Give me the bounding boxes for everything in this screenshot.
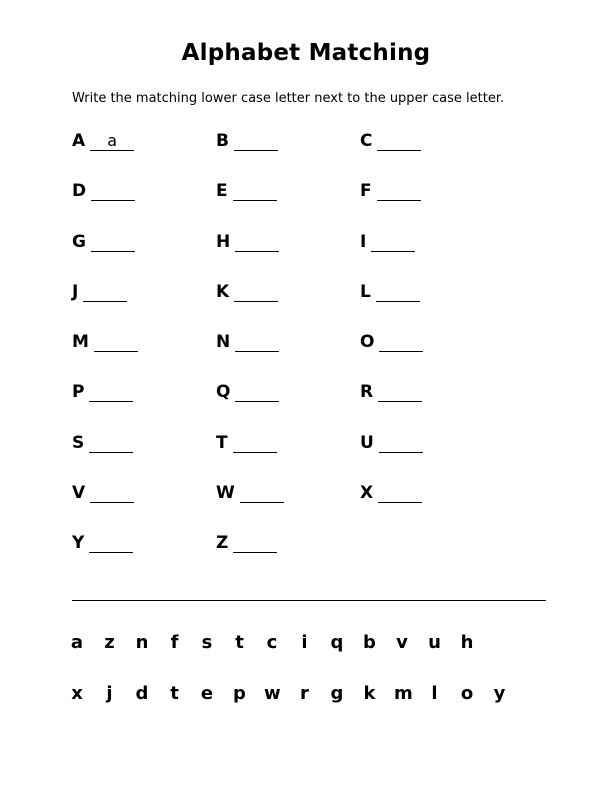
answer-blank[interactable] — [89, 433, 133, 453]
letter-pair — [360, 131, 421, 155]
answer-blank[interactable] — [89, 533, 133, 553]
matching-row — [72, 533, 492, 583]
uppercase-letter: W — [216, 483, 235, 504]
answer-blank[interactable] — [234, 131, 278, 151]
lowercase-letter: z — [104, 632, 115, 653]
lowercase-letter: h — [460, 632, 474, 653]
answer-blank[interactable] — [235, 232, 279, 252]
lowercase-letter: j — [106, 683, 113, 704]
letter-pair — [360, 483, 422, 507]
letter-pair — [216, 433, 277, 457]
matching-row — [72, 433, 492, 483]
lowercase-letter: o — [460, 683, 474, 704]
answer-blank[interactable] — [371, 232, 415, 252]
lowercase-letter: q — [330, 632, 344, 653]
letter-pair — [216, 181, 277, 205]
letter-pair — [72, 181, 135, 205]
answer-blank[interactable] — [91, 181, 135, 201]
answer-blank[interactable] — [233, 181, 277, 201]
lowercase-letter: f — [170, 632, 179, 653]
letter-pair — [72, 232, 135, 256]
uppercase-letter: G — [72, 231, 86, 252]
uppercase-letter: C — [360, 131, 373, 151]
answer-blank[interactable] — [233, 533, 277, 553]
uppercase-letter: U — [360, 432, 374, 453]
uppercase-letter: Z — [216, 533, 229, 554]
uppercase-letter: O — [360, 332, 375, 353]
letter-pair — [216, 533, 277, 557]
uppercase-letter: J — [72, 281, 79, 302]
uppercase-letter: F — [360, 181, 372, 202]
answer-blank[interactable] — [91, 232, 135, 252]
uppercase-letter: B — [216, 131, 229, 151]
answer-blank[interactable] — [235, 382, 279, 402]
matching-grid — [72, 131, 492, 584]
matching-row — [72, 282, 492, 332]
uppercase-letter: M — [72, 332, 89, 353]
letter-pair — [216, 332, 279, 356]
uppercase-letter: P — [72, 382, 85, 403]
answer-blank[interactable]: a — [90, 131, 134, 151]
answer-blank[interactable] — [90, 483, 134, 503]
matching-row — [72, 382, 492, 432]
answer-blank[interactable] — [233, 433, 277, 453]
uppercase-letter: N — [216, 332, 231, 353]
answer-blank[interactable] — [379, 433, 423, 453]
letter-pair — [72, 332, 138, 356]
answer-blank[interactable] — [377, 131, 421, 151]
letter-pair — [72, 433, 133, 457]
answer-blank[interactable] — [378, 382, 422, 402]
lowercase-letter: a — [70, 632, 84, 653]
matching-row — [72, 483, 492, 533]
lowercase-letter: l — [431, 683, 438, 704]
lowercase-letter: w — [264, 683, 281, 704]
matching-row — [72, 332, 492, 382]
uppercase-letter: T — [216, 432, 228, 453]
answer-blank[interactable] — [379, 332, 423, 352]
lowercase-letter: c — [266, 632, 278, 653]
uppercase-letter: S — [72, 432, 85, 453]
answer-blank[interactable] — [378, 483, 422, 503]
divider-line — [72, 600, 546, 601]
letter-pair — [72, 382, 133, 406]
letter-pair — [360, 282, 420, 306]
uppercase-letter: A — [72, 131, 86, 151]
lowercase-letter: p — [233, 683, 246, 704]
answer-blank[interactable] — [83, 282, 127, 302]
lowercase-letter: g — [330, 683, 344, 704]
lowercase-letter: u — [428, 632, 441, 653]
letter-pair — [216, 131, 278, 155]
lowercase-letter: i — [301, 632, 308, 653]
lowercase-letter: b — [363, 632, 376, 653]
matching-row — [72, 232, 492, 282]
uppercase-letter: V — [72, 483, 86, 504]
lowercase-letter: v — [396, 632, 408, 653]
letter-pair — [72, 131, 134, 155]
instructions: Write the matching lower case letter next to the upper case letter. — [72, 91, 505, 106]
uppercase-letter: D — [72, 181, 87, 202]
uppercase-letter: Y — [72, 533, 85, 554]
lowercase-letter: n — [135, 632, 149, 653]
letter-pair — [216, 232, 279, 256]
page-title: Alphabet Matching — [181, 40, 431, 66]
lowercase-letter: d — [135, 683, 149, 704]
letter-pair — [360, 232, 415, 256]
letter-pair — [360, 181, 421, 205]
matching-row — [72, 131, 492, 181]
answer-blank[interactable] — [377, 181, 421, 201]
lowercase-letter: s — [201, 632, 213, 653]
letter-pair — [72, 282, 127, 306]
answer-blank[interactable] — [376, 282, 420, 302]
answer-blank[interactable] — [235, 332, 279, 352]
lowercase-letter: t — [170, 683, 179, 704]
uppercase-letter: Q — [216, 382, 231, 403]
uppercase-letter: E — [216, 181, 228, 202]
answer-blank[interactable] — [89, 382, 133, 402]
uppercase-letter: R — [360, 382, 374, 403]
uppercase-letter: X — [360, 483, 374, 504]
matching-row — [72, 181, 492, 231]
letter-pair — [360, 433, 423, 457]
lowercase-letter: e — [200, 683, 214, 704]
uppercase-letter: H — [216, 231, 231, 252]
letter-pair — [216, 282, 278, 306]
lowercase-letter: x — [71, 683, 83, 704]
lowercase-letter: y — [493, 683, 506, 704]
answer-blank[interactable] — [240, 483, 284, 503]
letter-pair — [216, 483, 284, 507]
letter-pair — [72, 483, 134, 507]
letter-pair — [360, 332, 423, 356]
letter-pair — [216, 382, 279, 406]
lowercase-letter: t — [235, 632, 244, 653]
uppercase-letter: L — [360, 281, 371, 302]
letter-pair — [72, 533, 133, 557]
answer-blank[interactable] — [94, 332, 138, 352]
answer-blank[interactable] — [234, 282, 278, 302]
lowercase-letter: r — [300, 683, 309, 704]
uppercase-letter: K — [216, 281, 230, 302]
lowercase-letter: k — [363, 683, 376, 704]
uppercase-letter: I — [360, 231, 367, 252]
letter-pair — [360, 382, 422, 406]
lowercase-letter: m — [394, 683, 413, 704]
